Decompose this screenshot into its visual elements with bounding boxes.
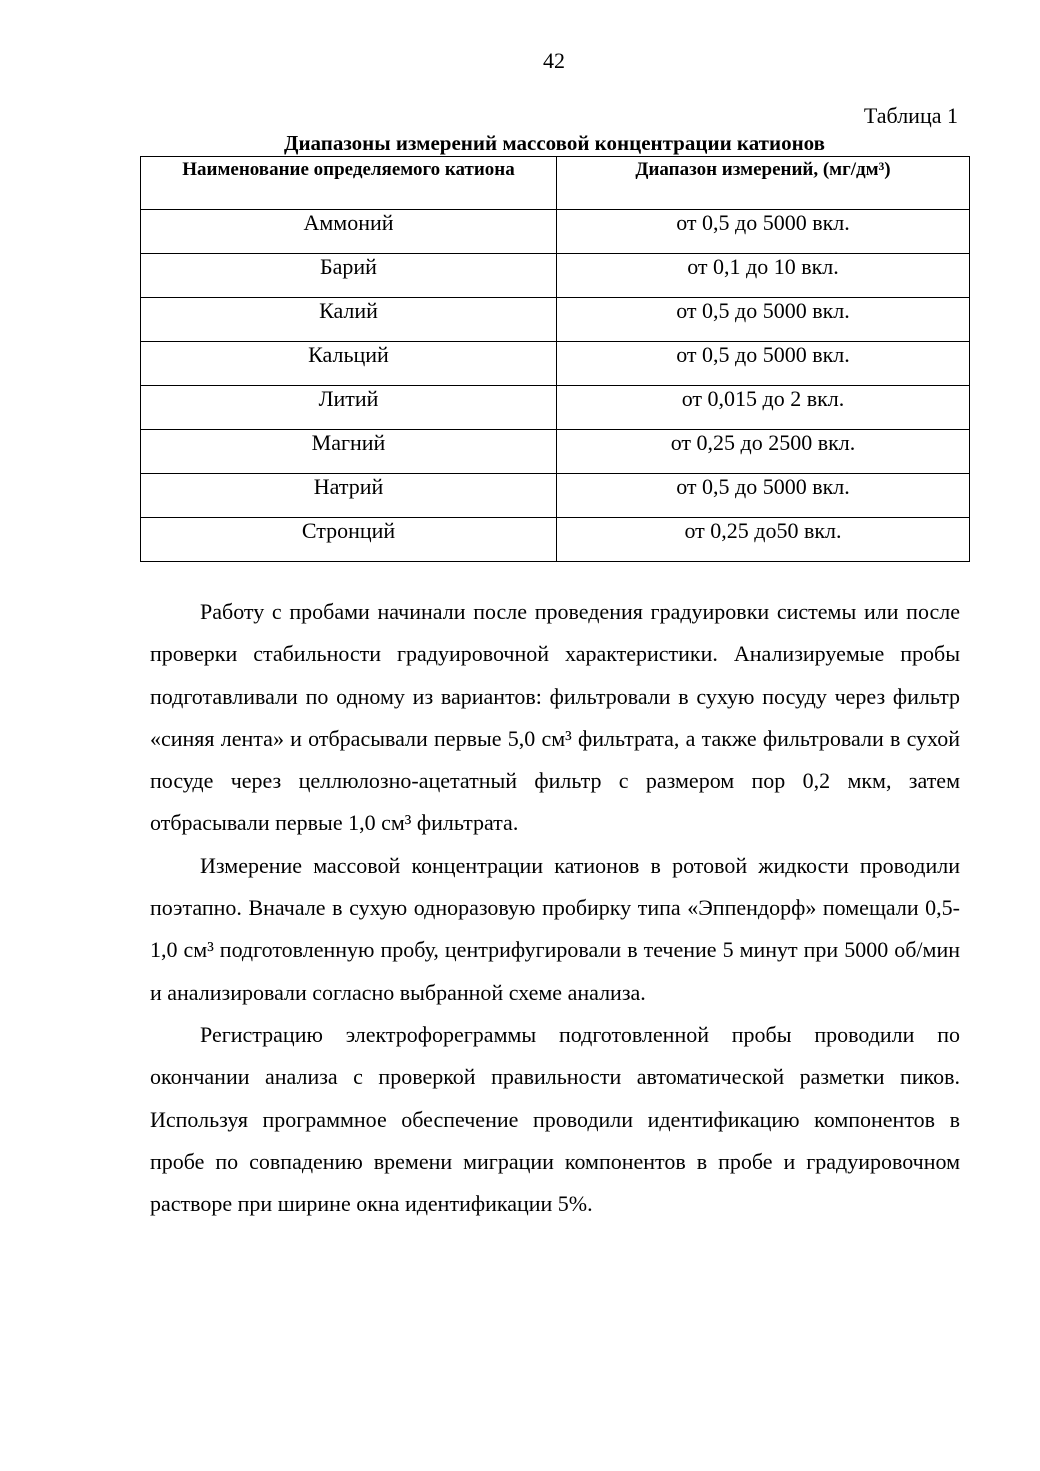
- table-title: Диапазоны измерений массовой концентрации катионов: [284, 131, 825, 155]
- table-row: [141, 210, 970, 254]
- table-row: [141, 474, 970, 518]
- table-header-row: [141, 157, 970, 210]
- table-row: [141, 298, 970, 342]
- cell-cation: Барий: [141, 254, 557, 298]
- cell-cation: Натрий: [141, 474, 557, 518]
- paragraph-registration: Регистрацию электрофореграммы подготовленной пробы проводили по окончании анализа с проверкой правильности автоматической разметки пиков. Используя программное обеспечение проводили идентификацию компонентов в пробе по совпадению времени миграции компонентов в пробе и градуировочном растворе при ширине окна идентификации 5%.: [150, 1021, 960, 1217]
- paragraph-sample-preparation: Работу с пробами начинали после проведения градуировки системы или после проверки стабильности градуировочной характеристики. Анализируемые пробы подготавливали по одному из вариантов: фильтровали в сухую посуду через фильтр «синяя лента» и отбрасывали первые 5,0 см³ фильтрата, а также фильтровали в сухой посуде через целлюлозно-ацетатный фильтр с размером пор 0,2 мкм, затем отбрасывали первые 1,0 см³ фильтрата.: [150, 599, 960, 836]
- cell-cation: Калий: [141, 298, 557, 342]
- cell-range: от 0,5 до 5000 вкл.: [557, 298, 970, 342]
- cell-range: от 0,5 до 5000 вкл.: [557, 342, 970, 386]
- cell-cation: Кальций: [141, 342, 557, 386]
- paragraph-measurement: Измерение массовой концентрации катионов в ротовой жидкости проводили поэтапно. Вначале в сухую одноразовую пробирку типа «Эппендорф» помещали 0,5-1,0 см³ подготовленную пробу, центрифугировали в течение 5 минут при 5000 об/мин и анализировали согласно выбранной схеме анализа.: [150, 852, 960, 1005]
- table-caption: Таблица 1: [863, 103, 958, 128]
- cell-cation: Литий: [141, 386, 557, 430]
- table-row: [141, 342, 970, 386]
- cations-table: [140, 156, 970, 562]
- cell-range: от 0,5 до 5000 вкл.: [557, 210, 970, 254]
- cell-cation: Аммоний: [141, 210, 557, 254]
- header-cation-name: Наименование определяемого катиона: [141, 157, 557, 210]
- table-row: [141, 430, 970, 474]
- table-row: [141, 386, 970, 430]
- table-row: [141, 254, 970, 298]
- header-measurement-range: Диапазон измерений, (мг/дм³): [557, 157, 970, 210]
- cell-range: от 0,1 до 10 вкл.: [557, 254, 970, 298]
- cell-range: от 0,5 до 5000 вкл.: [557, 474, 970, 518]
- cell-range: от 0,25 до50 вкл.: [557, 518, 970, 562]
- table-row: [141, 518, 970, 562]
- body-text: [150, 591, 960, 1225]
- page-number: 42: [543, 48, 565, 73]
- cell-range: от 0,015 до 2 вкл.: [557, 386, 970, 430]
- cell-range: от 0,25 до 2500 вкл.: [557, 430, 970, 474]
- cell-cation: Магний: [141, 430, 557, 474]
- cell-cation: Стронций: [141, 518, 557, 562]
